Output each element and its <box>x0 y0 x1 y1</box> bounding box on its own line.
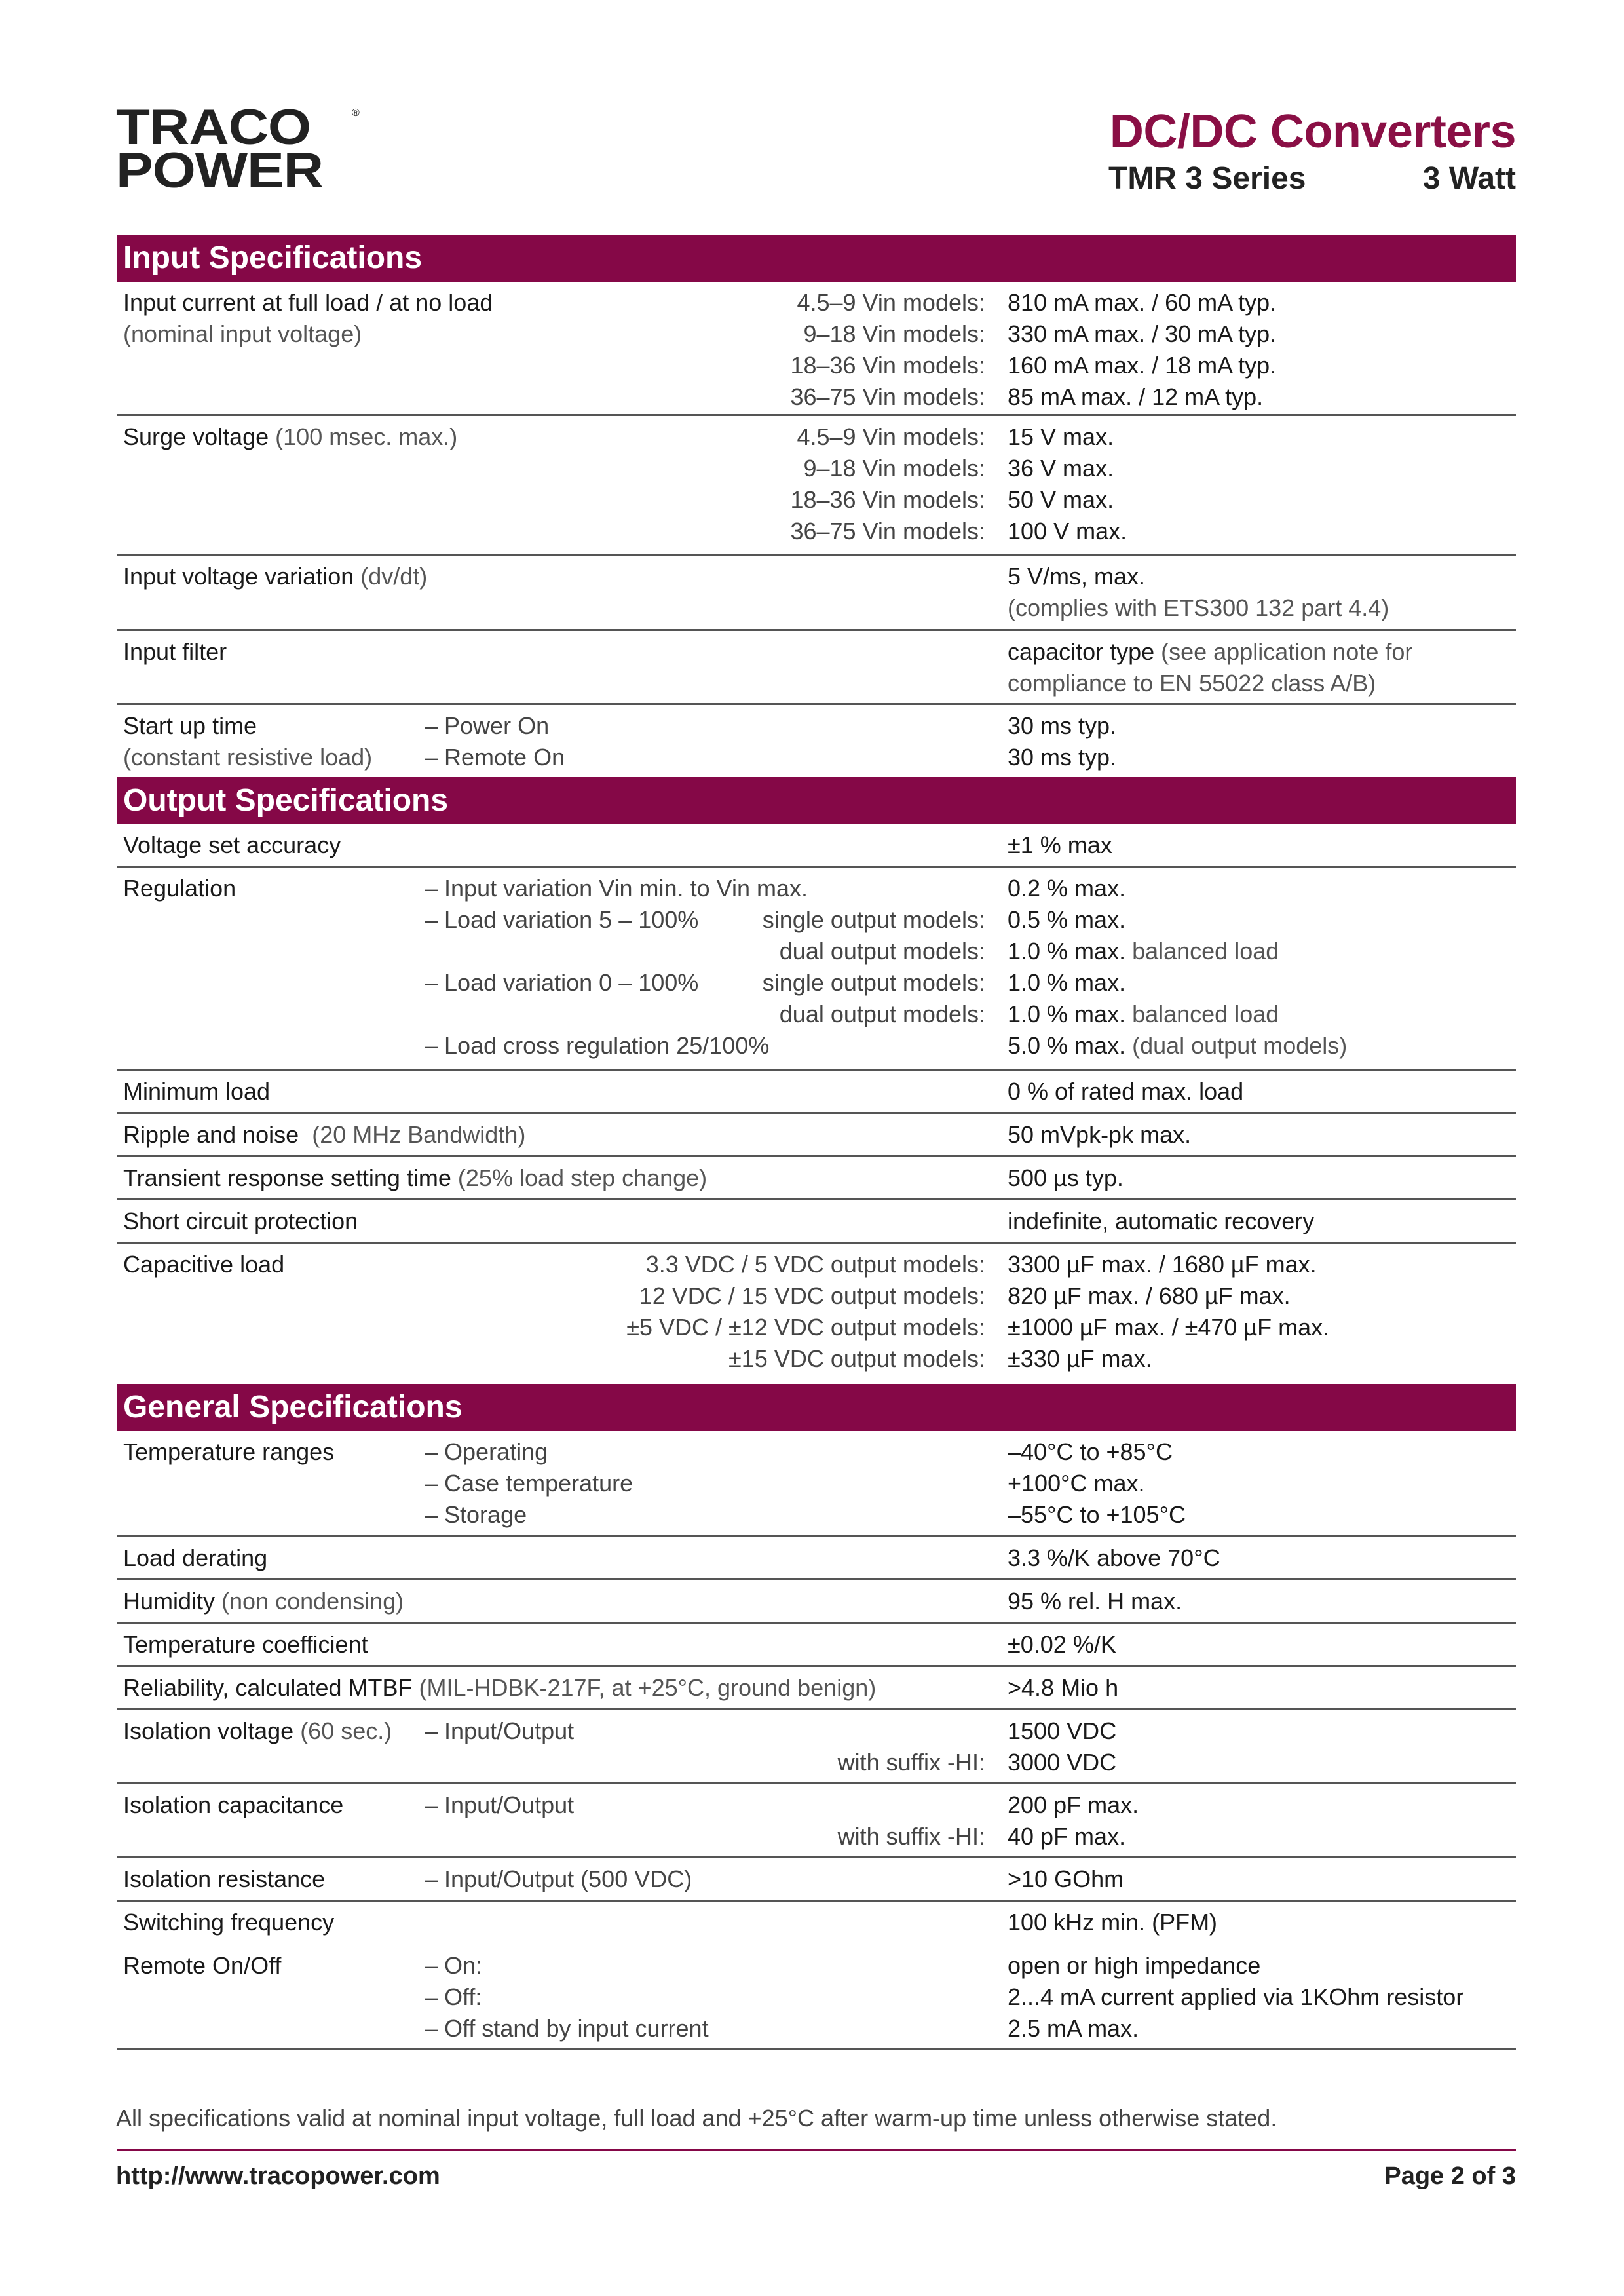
row-minimum-load <box>117 1071 1516 1114</box>
row-conditions: – On: – Off: – Off stand by input current <box>425 1952 709 2042</box>
row-label: Isolation resistance <box>123 1866 326 1892</box>
row-transient-response <box>117 1157 1516 1200</box>
row-conditions: 4.5–9 Vin models: 9–18 Vin models: 18–36 Vin models: 36–75 Vin models: <box>790 423 985 545</box>
row-label: Isolation capacitance <box>123 1791 344 1818</box>
section-input-header: Input Specifications <box>117 235 1516 282</box>
document-title: DC/DC Converters <box>1109 105 1516 158</box>
row-suffix: with suffix -HI: <box>837 1749 985 1776</box>
row-values: ±1 % max <box>1008 832 1112 858</box>
row-label: Voltage set accuracy <box>123 832 341 858</box>
row-values: >10 GOhm <box>1008 1866 1124 1892</box>
row-label: Humidity (non condensing) <box>123 1588 404 1615</box>
row-reliability-mtbf <box>117 1667 1516 1710</box>
row-input-filter <box>117 631 1516 705</box>
row-values: 100 kHz min. (PFM) <box>1008 1909 1218 1936</box>
watt-rating: 3 Watt <box>1422 161 1516 196</box>
row-isolation-voltage <box>117 1710 1516 1784</box>
row-values: 30 ms typ. 30 ms typ. <box>1008 712 1117 771</box>
row-label: Remote On/Off <box>123 1952 282 1979</box>
row-values: 810 mA max. / 60 mA typ. 330 mA max. / 30 mA typ. 160 mA max. / 18 mA typ. 85 mA max. / 12 mA typ. <box>1008 289 1277 410</box>
row-input-current <box>117 282 1516 416</box>
row-label: Capacitive load <box>123 1251 285 1278</box>
row-ripple-noise <box>117 1114 1516 1157</box>
row-values: –40°C to +85°C +100°C max. –55°C to +105°C <box>1008 1438 1186 1528</box>
row-values: 5 V/ms, max. (complies with ETS300 132 part 4.4) <box>1008 563 1389 621</box>
row-values: 500 µs typ. <box>1008 1164 1124 1191</box>
row-input-voltage-variation <box>117 556 1516 631</box>
tracopower-logo <box>116 100 365 199</box>
row-label: Temperature coefficient <box>123 1631 368 1658</box>
row-label: Input voltage variation (dv/dt) <box>123 563 428 590</box>
row-values: 0.2 % max. 0.5 % max. 1.0 % max. balanced load 1.0 % max. 1.0 % max. balanced load 5.0 % max. (dual output models) <box>1008 875 1348 1059</box>
row-temperature-ranges <box>117 1431 1516 1537</box>
row-switching-frequency <box>117 1902 1516 1945</box>
row-label: Switching frequency <box>123 1909 335 1936</box>
row-conditions: – Input/Output (500 VDC) <box>425 1866 692 1892</box>
row-label: Isolation voltage (60 sec.) <box>123 1717 392 1744</box>
section-output-header: Output Specifications <box>117 777 1516 824</box>
row-conditions: 3.3 VDC / 5 VDC output models: 12 VDC / 15 VDC output models: ±5 VDC / ±12 VDC output models: ±15 VDC output models: <box>626 1251 985 1372</box>
row-conditions: 4.5–9 Vin models: 9–18 Vin models: 18–36 Vin models: 36–75 Vin models: <box>790 289 985 410</box>
row-humidity <box>117 1580 1516 1624</box>
row-values: indefinite, automatic recovery <box>1008 1208 1315 1234</box>
logo-registered-mark: ® <box>352 107 360 119</box>
row-values: 15 V max. 36 V max. 50 V max. 100 V max. <box>1008 423 1127 545</box>
row-values: >4.8 Mio h <box>1008 1674 1119 1701</box>
row-label: Input current at full load / at no load (nominal input voltage) <box>123 289 493 347</box>
row-isolation-resistance <box>117 1858 1516 1902</box>
row-values: 0 % of rated max. load <box>1008 1078 1244 1105</box>
row-values: ±0.02 %/K <box>1008 1631 1116 1658</box>
row-values: 1500 VDC 3000 VDC <box>1008 1717 1117 1776</box>
row-values: capacitor type (see application note for compliance to EN 55022 class A/B) <box>1008 638 1413 697</box>
section-general-header: General Specifications <box>117 1384 1516 1431</box>
row-isolation-capacitance <box>117 1784 1516 1858</box>
row-label: Surge voltage (100 msec. max.) <box>123 423 458 450</box>
row-values: 95 % rel. H max. <box>1008 1588 1182 1615</box>
row-label: Transient response setting time (25% load step change) <box>123 1164 708 1191</box>
row-conditions: – Input/Output <box>425 1791 575 1818</box>
row-conditions: – Operating – Case temperature – Storage <box>425 1438 633 1528</box>
row-values: 3300 µF max. / 1680 µF max. 820 µF max. / 680 µF max. ±1000 µF max. / ±470 µF max. ±330 µF max. <box>1008 1251 1330 1372</box>
row-label: Minimum load <box>123 1078 271 1105</box>
row-values: 50 mVpk-pk max. <box>1008 1121 1192 1148</box>
row-voltage-set-accuracy <box>117 824 1516 868</box>
row-short-circuit-protection <box>117 1200 1516 1244</box>
row-label: Start up time (constant resistive load) <box>123 712 373 771</box>
row-suffix: with suffix -HI: <box>837 1823 985 1850</box>
footer-url-link[interactable]: http://www.tracopower.com <box>116 2162 440 2190</box>
row-load-derating <box>117 1537 1516 1580</box>
logo-line1: TRACO <box>116 100 311 155</box>
subtitle <box>1108 161 1516 200</box>
row-models: single output models: dual output models: single output models: dual output models: <box>762 906 985 1027</box>
row-remote-on-off <box>117 1945 1516 2050</box>
logo-line2: POWER <box>116 143 323 199</box>
row-surge-voltage <box>117 416 1516 556</box>
footer-divider <box>117 2149 1516 2151</box>
series-name: TMR 3 Series <box>1108 161 1306 196</box>
row-conditions: – Power On – Remote On <box>425 712 565 771</box>
row-conditions: – Input/Output <box>425 1717 575 1744</box>
row-label: Regulation <box>123 875 236 902</box>
row-values: 3.3 %/K above 70°C <box>1008 1544 1220 1571</box>
row-label: Load derating <box>123 1544 268 1571</box>
row-label: Ripple and noise (20 MHz Bandwidth) <box>123 1121 526 1148</box>
row-conditions: – Input variation Vin min. to Vin max. – Load variation 5 – 100% – Load variation 0 – 100% – Load cross regulation 25/100% <box>425 875 808 1059</box>
row-label: Input filter <box>123 638 227 665</box>
row-label: Short circuit protection <box>123 1208 358 1234</box>
footer-note: All specifications valid at nominal input voltage, full load and +25°C after warm-up time unless otherwise stated. <box>116 2105 1277 2132</box>
row-label: Reliability, calculated MTBF (MIL-HDBK-217F, at +25°C, ground benign) <box>123 1674 877 1701</box>
row-temperature-coefficient <box>117 1624 1516 1667</box>
row-label: Temperature ranges <box>123 1438 335 1465</box>
row-regulation <box>117 868 1516 1071</box>
row-values: 200 pF max. 40 pF max. <box>1008 1791 1139 1850</box>
row-start-up-time <box>117 705 1516 777</box>
page-number: Page 2 of 3 <box>1384 2162 1516 2190</box>
row-capacitive-load <box>117 1244 1516 1384</box>
row-values: open or high impedance 2...4 mA current applied via 1KOhm resistor 2.5 mA max. <box>1008 1952 1464 2042</box>
